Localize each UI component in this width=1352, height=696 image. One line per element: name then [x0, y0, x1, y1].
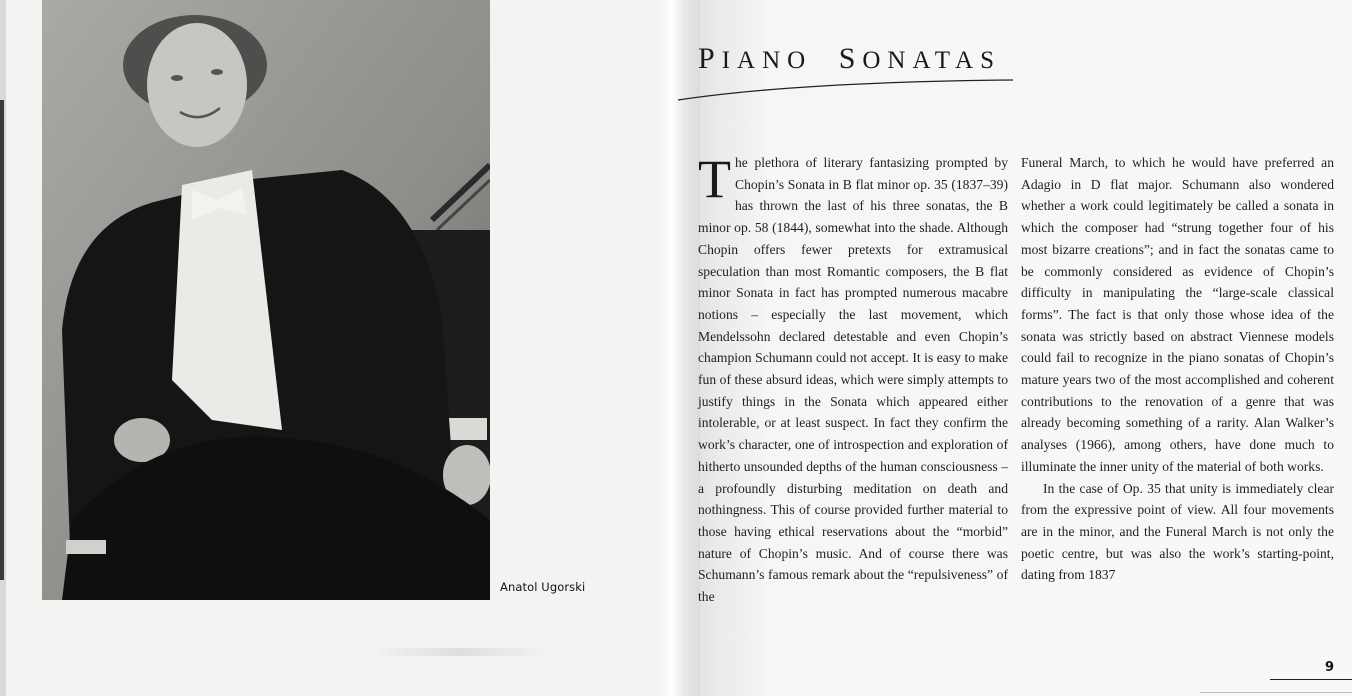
paragraph-continued: Funeral March, to which he would have preferred an Adagio in D flat major. Schumann also wondered whether a work could legitimately be called a sonata in which the composer had “strung together four of his most bizarre creations”; and in fact the sonatas came to be commonly considered as evidence of Chopin’s difficulty in manipulating the “large-scale classical forms”. The fact is that only those whose idea of the sonata was strictly based on abstract Viennese models could fail to recognize in the piano sonatas of Chopin’s mature years two of the most accomplished and coherent contributions to the renovation of a genre that was already becoming something of a rarity. Alan Walker’s analyses (1966), among others, have done much to illuminate the inner unity of the material of both works. [1021, 155, 1334, 474]
page-number-rule [1270, 679, 1352, 680]
page-number: 9 [1325, 660, 1335, 675]
drop-cap: T [698, 149, 731, 209]
page-bottom-rule [1200, 692, 1352, 693]
book-gutter [660, 0, 700, 696]
paragraph-1-text: he plethora of literary fantasizing prompted by Chopin’s Sonata in B flat minor op. 35 (1837–39) has thrown the last of his three sonatas, the B minor op. 58 (1844), somewhat into the shade. Although Chopin offers fewer pretexts for extramusical speculation than most Romantic composers, the B flat minor Sonata in fact has prompted numerous macabre notions – especially the last movement, which Mendelssohn declared detestable and even Chopin’s champion Schumann could not accept. It is easy to make fun of these absurd ideas, which were simply attempts to justify things in the Sonata which appeared either intolerable, or at least suspect. In fact they confirm the work’s character, one of introspection and exploration of hitherto unsounded depths of the human consciousness – a profoundly disturbing meditation on death and nothingness. This of course provided further material to those having ethical reservations about the “morbid” nature of Chopin’s music. And of course there was Schumann’s famous remark about the “repulsiveness” of the [698, 155, 1008, 605]
photo-caption: Anatol Ugorski [500, 580, 586, 594]
right-eye [211, 69, 223, 75]
title-word-1: IANO [721, 47, 813, 74]
title-swoosh-rule [678, 72, 1013, 102]
portrait-photo [42, 0, 490, 600]
portrait-illustration [42, 0, 490, 600]
left-page-edge-shadow [0, 100, 4, 580]
text-column-2 [1021, 152, 1334, 586]
head [147, 23, 247, 147]
title-word-2: ONATAS [862, 47, 1001, 74]
paragraph-1 [698, 149, 1008, 608]
text-column-1 [698, 149, 1008, 608]
left-eye [171, 75, 183, 81]
paragraph-2: In the case of Op. 35 that unity is immediately clear from the expressive point of view. All four movements are in the minor, and the Funeral March is not only the poetic centre, but was also the work’s starting-point, dating from 1837 [1021, 480, 1334, 583]
title-initial-1: P [698, 42, 722, 75]
title-initial-2: S [838, 42, 863, 75]
scan-smudge [370, 648, 550, 656]
sheet-music [66, 540, 106, 554]
page-title [698, 42, 1001, 76]
